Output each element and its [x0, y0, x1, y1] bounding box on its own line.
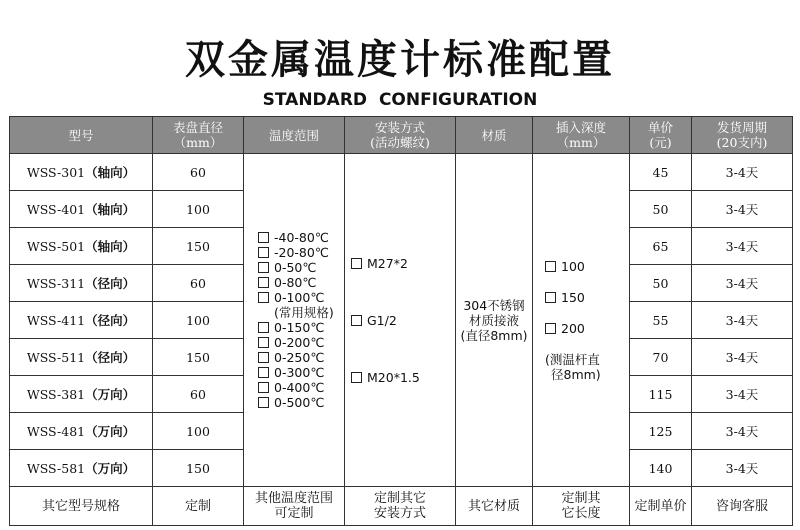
price-cell: 45	[630, 154, 692, 191]
model-cell: WSS-481（万向）	[10, 413, 153, 450]
price-cell: 115	[630, 376, 692, 413]
checkbox-icon[interactable]	[258, 247, 269, 258]
model-cell: WSS-381（万向）	[10, 376, 153, 413]
model-cell: WSS-581（万向）	[10, 450, 153, 487]
dial-cell: 100	[153, 191, 244, 228]
footer-shipping-cell: 咨询客服	[692, 487, 793, 526]
temperature-option[interactable]: -40-80℃	[258, 230, 344, 245]
checkbox-icon[interactable]	[258, 277, 269, 288]
shipping-cell: 3-4天	[692, 191, 793, 228]
footer-row	[10, 487, 793, 526]
model-cell: WSS-501（轴向）	[10, 228, 153, 265]
shipping-cell: 3-4天	[692, 228, 793, 265]
shipping-cell: 3-4天	[692, 376, 793, 413]
footer-temperature-cell: 其他温度范围 可定制	[244, 487, 345, 526]
column-header-depth: 插入深度 （mm）	[533, 117, 630, 154]
footer-material-cell: 其它材质	[456, 487, 533, 526]
dial-cell: 150	[153, 228, 244, 265]
shipping-cell: 3-4天	[692, 450, 793, 487]
checkbox-icon[interactable]	[258, 262, 269, 273]
temperature-range-list	[244, 230, 344, 410]
column-header-price: 单价 (元)	[630, 117, 692, 154]
column-header-model: 型号	[10, 117, 153, 154]
dial-cell: 60	[153, 154, 244, 191]
table-row	[10, 154, 793, 191]
footer-mounting-cell: 定制其它 安装方式	[345, 487, 456, 526]
mounting-option[interactable]: M20*1.5	[351, 370, 455, 385]
shipping-cell: 3-4天	[692, 265, 793, 302]
temperature-option[interactable]: 0-80℃	[258, 275, 344, 290]
dial-cell: 60	[153, 265, 244, 302]
temperature-option[interactable]: 0-300℃	[258, 365, 344, 380]
shipping-cell: 3-4天	[692, 302, 793, 339]
dial-cell: 150	[153, 450, 244, 487]
price-cell: 50	[630, 265, 692, 302]
checkbox-icon[interactable]	[351, 372, 362, 383]
price-cell: 125	[630, 413, 692, 450]
dial-cell: 60	[153, 376, 244, 413]
dial-cell: 100	[153, 413, 244, 450]
footer-dial-cell: 定制	[153, 487, 244, 526]
temperature-option[interactable]: 0-50℃	[258, 260, 344, 275]
checkbox-icon[interactable]	[351, 258, 362, 269]
mounting-list	[345, 256, 455, 385]
column-header-material: 材质	[456, 117, 533, 154]
model-cell: WSS-411（径向）	[10, 302, 153, 339]
depth-list	[533, 259, 629, 382]
common-spec-note: (常用规格)	[274, 305, 334, 320]
temperature-option[interactable]: 0-400℃	[258, 380, 344, 395]
model-cell: WSS-401（轴向）	[10, 191, 153, 228]
checkbox-icon[interactable]	[545, 323, 556, 334]
model-cell: WSS-511（径向）	[10, 339, 153, 376]
checkbox-icon[interactable]	[351, 315, 362, 326]
checkbox-icon[interactable]	[258, 397, 269, 408]
mounting-cell	[345, 154, 456, 487]
header-row	[10, 117, 793, 154]
temperature-option[interactable]: 0-150℃	[258, 320, 344, 335]
column-header-mounting: 安装方式 (活动螺纹)	[345, 117, 456, 154]
checkbox-icon[interactable]	[258, 352, 269, 363]
depth-note: (测温杆直 径8mm)	[545, 351, 601, 382]
checkbox-icon[interactable]	[545, 261, 556, 272]
price-cell: 50	[630, 191, 692, 228]
depth-cell	[533, 154, 630, 487]
column-header-temperature: 温度范围	[244, 117, 345, 154]
checkbox-icon[interactable]	[258, 232, 269, 243]
page-subtitle: STANDARD CONFIGURATION	[262, 90, 538, 110]
column-header-dial: 表盘直径 （mm）	[153, 117, 244, 154]
temperature-option[interactable]: 0-250℃	[258, 350, 344, 365]
depth-option[interactable]: 100	[545, 259, 629, 274]
column-header-shipping: 发货周期 (20支内)	[692, 117, 793, 154]
depth-option[interactable]: 150	[545, 290, 629, 305]
dial-cell: 150	[153, 339, 244, 376]
footer-depth-cell: 定制其 它长度	[533, 487, 630, 526]
price-cell: 55	[630, 302, 692, 339]
spec-table	[9, 116, 793, 526]
footer-model-cell: 其它型号规格	[10, 487, 153, 526]
price-cell: 65	[630, 228, 692, 265]
model-cell: WSS-301（轴向）	[10, 154, 153, 191]
checkbox-icon[interactable]	[258, 367, 269, 378]
checkbox-icon[interactable]	[545, 292, 556, 303]
shipping-cell: 3-4天	[692, 339, 793, 376]
mounting-option[interactable]: G1/2	[351, 313, 455, 328]
temperature-range-cell	[244, 154, 345, 487]
temperature-option[interactable]: 0-100℃	[258, 290, 344, 305]
shipping-cell: 3-4天	[692, 413, 793, 450]
checkbox-icon[interactable]	[258, 337, 269, 348]
price-cell: 70	[630, 339, 692, 376]
footer-price-cell: 定制单价	[630, 487, 692, 526]
material-cell: 304不锈钢 材质接液 (直径8mm)	[456, 154, 533, 487]
page-title: 双金属温度计标准配置	[185, 37, 615, 83]
mounting-option[interactable]: M27*2	[351, 256, 455, 271]
checkbox-icon[interactable]	[258, 292, 269, 303]
model-cell: WSS-311（径向）	[10, 265, 153, 302]
price-cell: 140	[630, 450, 692, 487]
temperature-option[interactable]: -20-80℃	[258, 245, 344, 260]
temperature-option[interactable]: 0-500℃	[258, 395, 344, 410]
depth-option[interactable]: 200	[545, 321, 629, 336]
checkbox-icon[interactable]	[258, 382, 269, 393]
dial-cell: 100	[153, 302, 244, 339]
shipping-cell: 3-4天	[692, 154, 793, 191]
checkbox-icon[interactable]	[258, 322, 269, 333]
temperature-option[interactable]: 0-200℃	[258, 335, 344, 350]
